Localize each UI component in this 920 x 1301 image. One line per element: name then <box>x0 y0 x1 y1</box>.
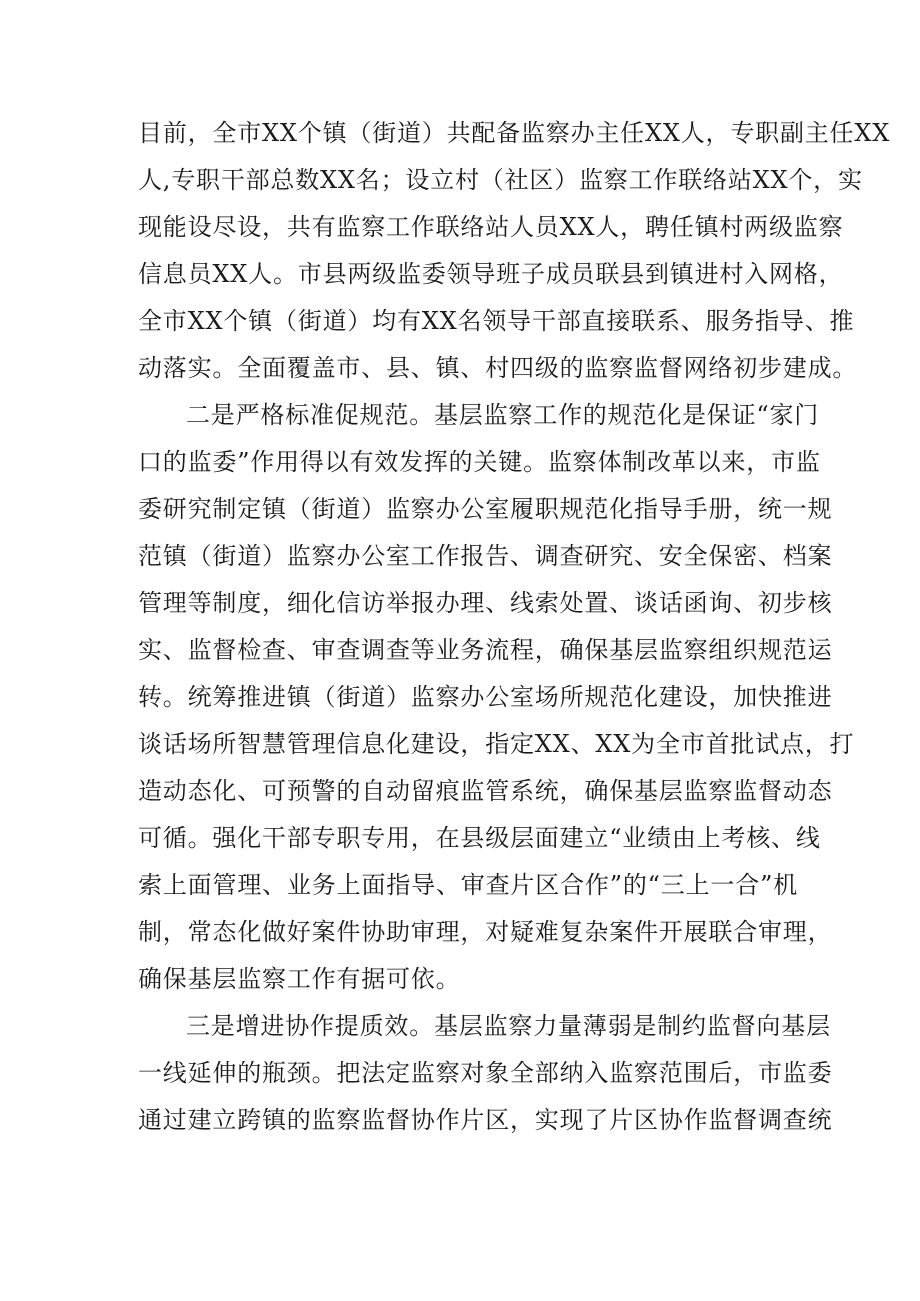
text-line: 人,专职干部总数XX名；设立村（社区）监察工作联络站XX个，实 <box>138 166 863 194</box>
text-line: 现能设尽设，共有监察工作联络站人员XX人，聘任镇村两级监察 <box>138 213 844 241</box>
paragraph-heading-line: 三是增进协作提质效。基层监察力量薄弱是制约监督向基层 <box>186 1012 831 1040</box>
text-line: 范镇（街道）监察办公室工作报告、调查研究、安全保密、档案 <box>138 542 833 570</box>
text-line: 信息员XX人。市县两级监委领导班子成员联县到镇进村入网格， <box>138 260 844 288</box>
text-line: 造动态化、可预警的自动留痕监管系统，确保基层监察监督动态 <box>138 777 833 805</box>
text-line: 索上面管理、业务上面指导、审查片区合作”的“三上一合”机 <box>138 871 798 899</box>
text-line: 可循。强化干部专职专用，在县级层面建立“业绩由上考核、线 <box>138 824 821 852</box>
text-line: 制，常态化做好案件协助审理，对疑难复杂案件开展联合审理， <box>138 918 833 946</box>
text-line: 管理等制度，细化信访举报办理、线索处置、谈话函询、初步核 <box>138 589 833 617</box>
paragraph-heading-line: 二是严格标准促规范。基层监察工作的规范化是保证“家门 <box>186 401 820 429</box>
text-line: 目前，全市XX个镇（街道）共配备监察办主任XX人，专职副主任XX <box>138 119 891 147</box>
text-line: 确保基层监察工作有据可依。 <box>138 965 461 993</box>
text-line: 通过建立跨镇的监察监督协作片区，实现了片区协作监督调查统 <box>138 1106 833 1134</box>
text-line: 委研究制定镇（街道）监察办公室履职规范化指导手册，统一规 <box>138 495 833 523</box>
text-line: 谈话场所智慧管理信息化建设，指定XX、XX为全市首批试点，打 <box>138 730 855 758</box>
text-line: 转。统筹推进镇（街道）监察办公室场所规范化建设，加快推进 <box>138 683 833 711</box>
text-line: 一线延伸的瓶颈。把法定监察对象全部纳入监察范围后，市监委 <box>138 1059 833 1087</box>
text-line: 实、监督检查、审查调查等业务流程，确保基层监察组织规范运 <box>138 636 833 664</box>
text-line: 动落实。全面覆盖市、县、镇、村四级的监察监督网络初步建成。 <box>138 354 858 382</box>
text-line: 口的监委”作用得以有效发挥的关键。监察体制改革以来，市监 <box>138 448 821 476</box>
text-line: 全市XX个镇（街道）均有XX名领导干部直接联系、服务指导、推 <box>138 307 855 335</box>
